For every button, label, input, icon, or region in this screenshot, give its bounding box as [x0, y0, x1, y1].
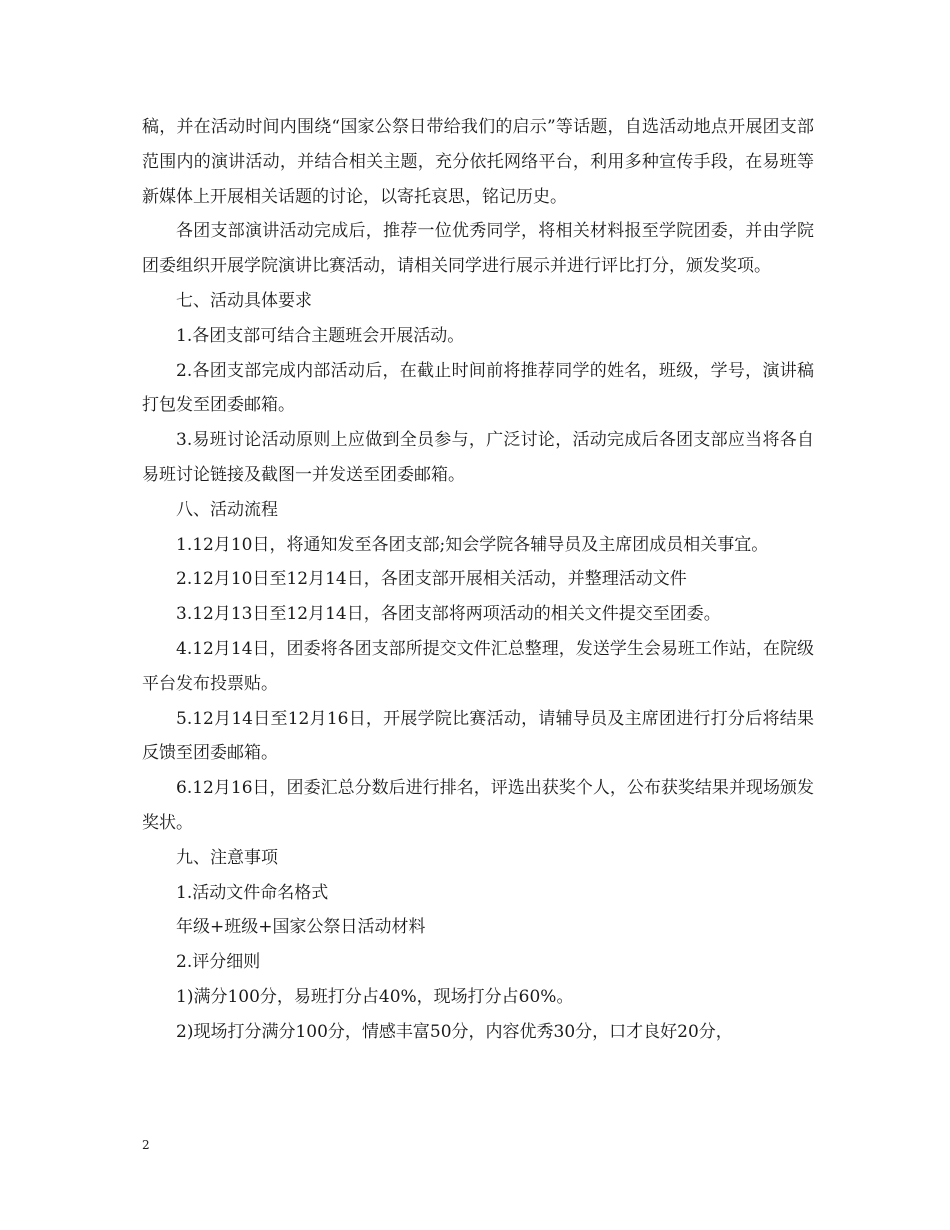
list-item: 1.各团支部可结合主题班会开展活动。 [176, 325, 465, 346]
list-item: 2.12月10日至12月14日，各团支部开展相关活动，并整理活动文件 [176, 569, 687, 590]
list-item: 6.12月16日，团委汇总分数后进行排名，评选出获奖个人，公布获奖结果并现场颁发奖状。 [142, 778, 814, 833]
page-number: 2 [142, 1138, 150, 1152]
section-heading: 七、活动具体要求 [176, 290, 312, 311]
list-item: 4.12月14日，团委将各团支部所提交文件汇总整理，发送学生会易班工作站，在院级平台发布投票贴。 [142, 638, 814, 694]
list-item: 2)现场打分满分100分，情感丰富50分，内容优秀30分，口才良好20分， [176, 1021, 733, 1042]
list-item: 2.评分细则 [176, 952, 261, 973]
list-item: 3.易班讨论活动原则上应做到全员参与，广泛讨论，活动完成后各团支部应当将各自易班讨论链接及截图一并发送至团委邮箱。 [142, 430, 814, 485]
list-item: 1)满分100分，易班打分占40%，现场打分占60%。 [176, 986, 574, 1007]
list-item: 3.12月13日至12月14日，各团支部将两项活动的相关文件提交至团委。 [176, 604, 721, 625]
paragraph: 稿，并在活动时间内围绕“国家公祭日带给我们的启示”等话题，自选活动地点开展团支部范围内的演讲活动，并结合相关主题，充分依托网络平台，利用多种宣传手段，在易班等新媒体上开展相关话题的讨论，以寄托哀思，铭记历史。 [142, 117, 814, 207]
section-heading: 八、活动流程 [176, 499, 278, 520]
section-heading: 九、注意事项 [176, 847, 278, 868]
list-item: 5.12月14日至12月16日，开展学院比赛活动，请辅导员及主席团进行打分后将结果反馈至团委邮箱。 [142, 708, 814, 764]
list-item: 1.活动文件命名格式 [176, 882, 329, 903]
paragraph: 各团支部演讲活动完成后，推荐一位优秀同学，将相关材料报至学院团委，并由学院团委组织开展学院演讲比赛活动，请相关同学进行展示并进行评比打分，颁发奖项。 [142, 221, 814, 277]
list-item: 2.各团支部完成内部活动后，在截止时间前将推荐同学的姓名，班级，学号，演讲稿打包发至团委邮箱。 [142, 360, 814, 416]
document-body [142, 110, 814, 1050]
paragraph: 年级+班级+国家公祭日活动材料 [176, 917, 426, 938]
list-item: 1.12月10日，将通知发至各团支部;知会学院各辅导员及主席团成员相关事宜。 [176, 534, 769, 555]
